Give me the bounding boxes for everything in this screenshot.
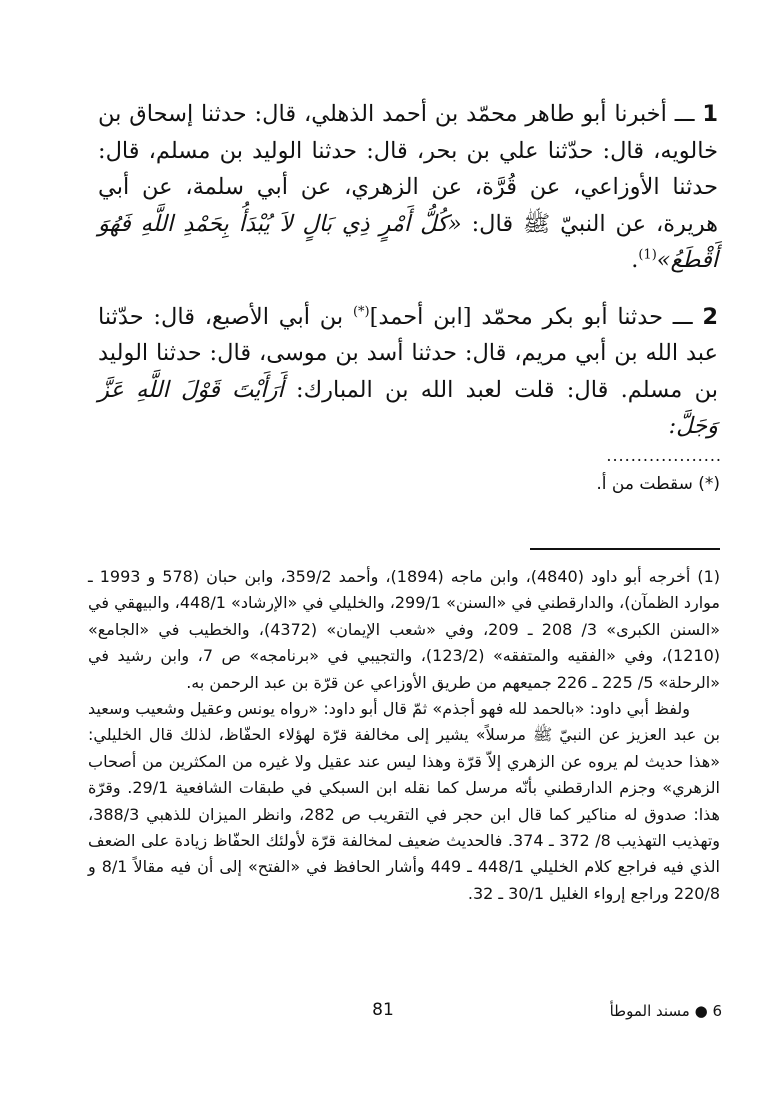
hadith-2-quote: أَرَأَيْتَ قَوْلَ اللَّهِ عَزَّ وَجَلَّ: <box>98 376 718 439</box>
hadith-2-number: 2 <box>702 303 718 330</box>
hadith-1-quote: «كُلُّ أَمْرٍ ذِي بَالٍ لاَ يُبْدَأُ بِحَمْدِ اللَّهِ فَهُوَ أَقْطَعُ» <box>98 210 718 273</box>
footnote-ref-1: (1) <box>638 247 657 263</box>
dotted-separator: ................... <box>606 446 722 465</box>
hadith-2-text-a: ـــ حدثنا أبو بكر محمّد [ابن أحمد] <box>369 303 703 330</box>
hadith-2 <box>98 299 718 445</box>
side-note: (*) سقطت من أ. <box>596 474 720 494</box>
footnote-1: (1) أخرجه أبو داود (4840)، وابن ماجه (1894)، وأحمد 359/2، وابن حبان (578 و 1993 ـ موارد الظمآن)، والدارقطني في «السنن» 299/1، والخليلي في «الإرشاد» 448/1، والبيهقي في «السنن الكبرى» 3/ 208 ـ 209، وفي «شعب الإيمان» (4372)، والخطيب في «الجامع» (1210)، وفي «الفقيه والمتفقه» (123/2)، والتجيبي في «برنامجه» ص 7، وابن رشيد في «الرحلة» 5/ 225 ـ 226 جميعهم من طريق الأوزاعي عن قرّة بن عبد الرحمن به. <box>88 567 721 692</box>
asterisk-marker: (*) <box>352 304 370 319</box>
page-number: 81 <box>372 1000 394 1020</box>
footnote-1-continued: ولفظ أبي داود: «بالحمد لله فهو أجذم» ثمّ قال أبو داود: «رواه يونس وعقيل وشعيب وسعيد بن عبد العزيز عن النبيّ ﷺ مرسلاً» يشير إلى مخالفة قرّة لهؤلاء الحفّاظ، لذلك قال الخليلي: «هذا حديث لم يروه عن الزهري إلاّ قرّة وهذا ليس عند عقيل ولا غيره من المكثرين من أصحاب الزهري» وجزم الدارقطني بأنّه مرسل كما نقله ابن السبكي في طبقات الشافعية 29/1. وقرّة هذا: صدوق له مناكير كما قال ابن حجر في التقريب ص 282، وانظر الميزان للذهبي 388/3، وتهذيب التهذيب 8/ 372 ـ 374. فالحديث ضعيف لمخالفة قرّة لأولئك الحفّاظ زيادة على الضعف الذي فيه فراجع كلام الخليلي 448/1 ـ 449 وأشار الحافظ في «الفتح» إلى أن فيه مقالاً 8/1 و 220/8 وراجع إرواء الغليل 30/1 ـ 32. <box>88 699 721 903</box>
footnotes <box>88 564 720 907</box>
hadith-1-number: 1 <box>702 101 718 127</box>
hadith-1-end: . <box>631 247 639 273</box>
main-text <box>98 96 718 445</box>
footnote-rule <box>530 548 720 550</box>
hadith-1 <box>98 96 718 279</box>
book-signature: 6 ● مسند الموطأ <box>609 1002 722 1020</box>
hadith-1-text: ـــ أخبرنا أبو طاهر محمّد بن أحمد الذهلي، قال: حدثنا إسحاق بن خالويه، قال: حدّثنا علي بن بحر، قال: حدثنا الوليد بن مسلم، قال: حدثنا الأوزاعي، عن قُرَّة، عن الزهري، عن أبي سلمة، عن أبي هريرة، عن النبيّ ﷺ قال: <box>98 101 718 237</box>
hadith-2-text-b: بن أبي الأصبع، قال: حدّثنا عبد الله بن أبي مريم، قال: حدثنا أسد بن موسى، قال: حدثنا الوليد بن مسلم. قال: قلت لعبد الله بن المبارك: <box>98 303 718 403</box>
